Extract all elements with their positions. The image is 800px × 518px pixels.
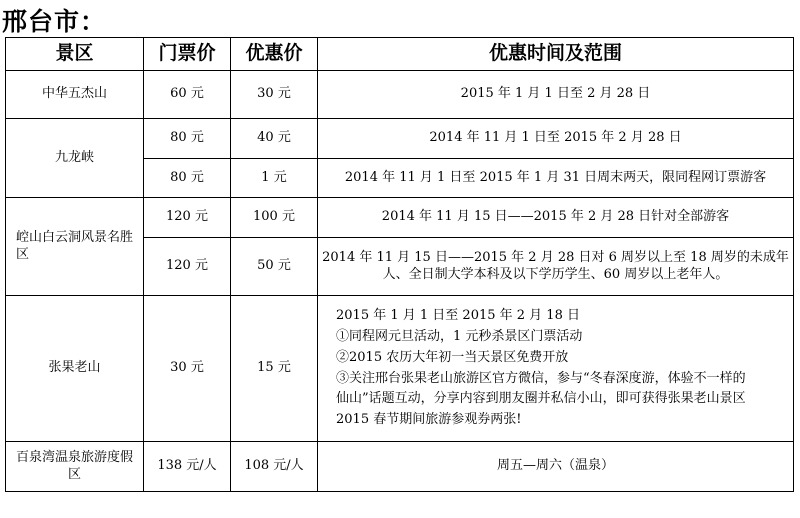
header-scenic: 景区 bbox=[6, 38, 144, 71]
table-row bbox=[6, 198, 794, 238]
scenic-cell: 张果老山 bbox=[6, 296, 144, 442]
period-cell: 周五—周六（温泉） bbox=[318, 442, 794, 492]
period-cell bbox=[318, 238, 794, 296]
discount-cell: 1 元 bbox=[231, 159, 318, 198]
table-row bbox=[6, 119, 794, 159]
ticket-cell: 138 元/人 bbox=[144, 442, 231, 492]
period-line: 2015 春节期间旅游参观券两张! bbox=[336, 412, 522, 428]
period-cell: 2015 年 1 月 1 日至 2 月 28 日 bbox=[318, 71, 794, 119]
scenic-cell: 崆山白云洞风景名胜区 bbox=[6, 198, 144, 296]
scenic-cell: 百泉湾温泉旅游度假区 bbox=[6, 442, 144, 492]
discount-cell: 108 元/人 bbox=[231, 442, 318, 492]
period-cell bbox=[318, 296, 794, 442]
table-row bbox=[6, 296, 794, 442]
ticket-cell: 30 元 bbox=[144, 296, 231, 442]
discount-cell: 15 元 bbox=[231, 296, 318, 442]
period-cell: 2014 年 11 月 15 日——2015 年 2 月 28 日针对全部游客 bbox=[318, 198, 794, 238]
ticket-cell: 120 元 bbox=[144, 238, 231, 296]
period-line: 2015 年 1 月 1 日至 2015 年 2 月 18 日 bbox=[336, 308, 580, 324]
period-line: ①同程网元旦活动，1 元秒杀景区门票活动 bbox=[336, 328, 583, 344]
ticket-cell: 80 元 bbox=[144, 119, 231, 159]
ticket-cell: 80 元 bbox=[144, 159, 231, 198]
table-row bbox=[6, 71, 794, 119]
period-cell: 2014 年 11 月 1 日至 2015 年 2 月 28 日 bbox=[318, 119, 794, 159]
ticket-cell: 60 元 bbox=[144, 71, 231, 119]
period-line: 人、全日制大学本科及以下学历学生、60 周岁以上老年人。 bbox=[382, 266, 729, 282]
discount-cell: 30 元 bbox=[231, 71, 318, 119]
scenic-cell: 中华五杰山 bbox=[6, 71, 144, 119]
period-line: 仙山”话题互动，分享内容到朋友圈并私信小山，即可获得张果老山景区 bbox=[336, 391, 746, 407]
discount-table bbox=[5, 37, 794, 492]
period-line: ③关注邢台张果老山旅游区官方微信，参与“冬春深度游，体验不一样的 bbox=[336, 370, 746, 386]
page-title: 邢台市： bbox=[2, 7, 107, 36]
ticket-cell: 120 元 bbox=[144, 198, 231, 238]
period-line: ②2015 农历大年初一当天景区免费开放 bbox=[336, 349, 569, 365]
header-ticket-price: 门票价 bbox=[144, 38, 231, 71]
period-cell: 2014 年 11 月 1 日至 2015 年 1 月 31 日周末两天，限同程网订票游客 bbox=[318, 159, 794, 198]
table-header-row bbox=[6, 38, 794, 71]
header-period-scope: 优惠时间及范围 bbox=[318, 38, 794, 71]
discount-cell: 100 元 bbox=[231, 198, 318, 238]
header-discount-price: 优惠价 bbox=[231, 38, 318, 71]
discount-cell: 40 元 bbox=[231, 119, 318, 159]
scenic-cell: 九龙峡 bbox=[6, 119, 144, 198]
table-row bbox=[6, 442, 794, 492]
period-line: 2014 年 11 月 15 日——2015 年 2 月 28 日对 6 周岁以上至 18 周岁的未成年 bbox=[322, 250, 789, 266]
discount-cell: 50 元 bbox=[231, 238, 318, 296]
